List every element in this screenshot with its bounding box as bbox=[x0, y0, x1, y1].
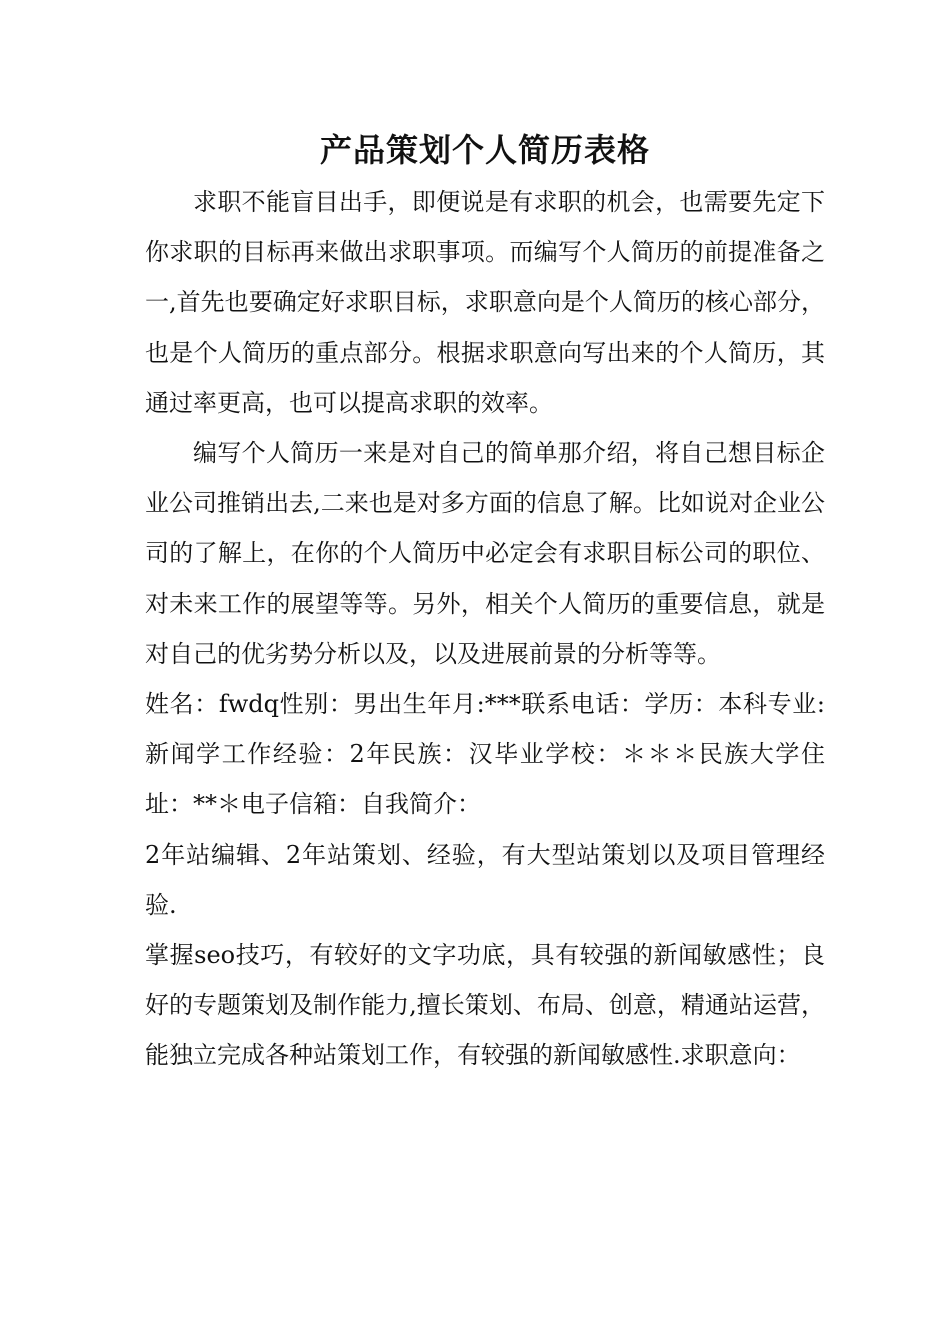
document-title: 产品策划个人简历表格 bbox=[319, 131, 650, 169]
paragraph-personal-info: 姓名：fwdq性别：男出生年月:***联系电话：学历：本科专业:新闻学工作经验：2年民族：汉毕业学校：＊＊＊民族大学住址：**＊电子信箱：自我简介： bbox=[145, 690, 825, 819]
paragraph-intro: 求职不能盲目出手，即便说是有求职的机会，也需要先定下你求职的目标再来做出求职事项。而编写个人简历的前提准备之一,首先也要确定好求职目标，求职意向是个人简历的核心部分，也是个人简历的重点部分。根据求职意向写出来的个人简历，其通过率更高，也可以提高求职的效率。 bbox=[145, 188, 825, 417]
paragraph-purpose: 编写个人简历一来是对自己的简单那介绍，将自己想目标企业公司推销出去,二来也是对多方面的信息了解。比如说对企业公司的了解上，在你的个人简历中必定会有求职目标公司的职位、对未来工作的展望等等。另外，相关个人简历的重要信息，就是对自己的优劣势分析以及，以及进展前景的分析等等。 bbox=[145, 439, 825, 668]
paragraph-experience: 2年站编辑、2年站策划、经验，有大型站策划以及项目管理经验. bbox=[145, 840, 825, 919]
paragraph-skills: 掌握seo技巧，有较好的文字功底，具有较强的新闻敏感性；良好的专题策划及制作能力,擅长策划、布局、创意，精通站运营，能独立完成各种站策划工作，有较强的新闻敏感性.求职意向： bbox=[145, 941, 825, 1070]
document-page bbox=[145, 125, 825, 1081]
